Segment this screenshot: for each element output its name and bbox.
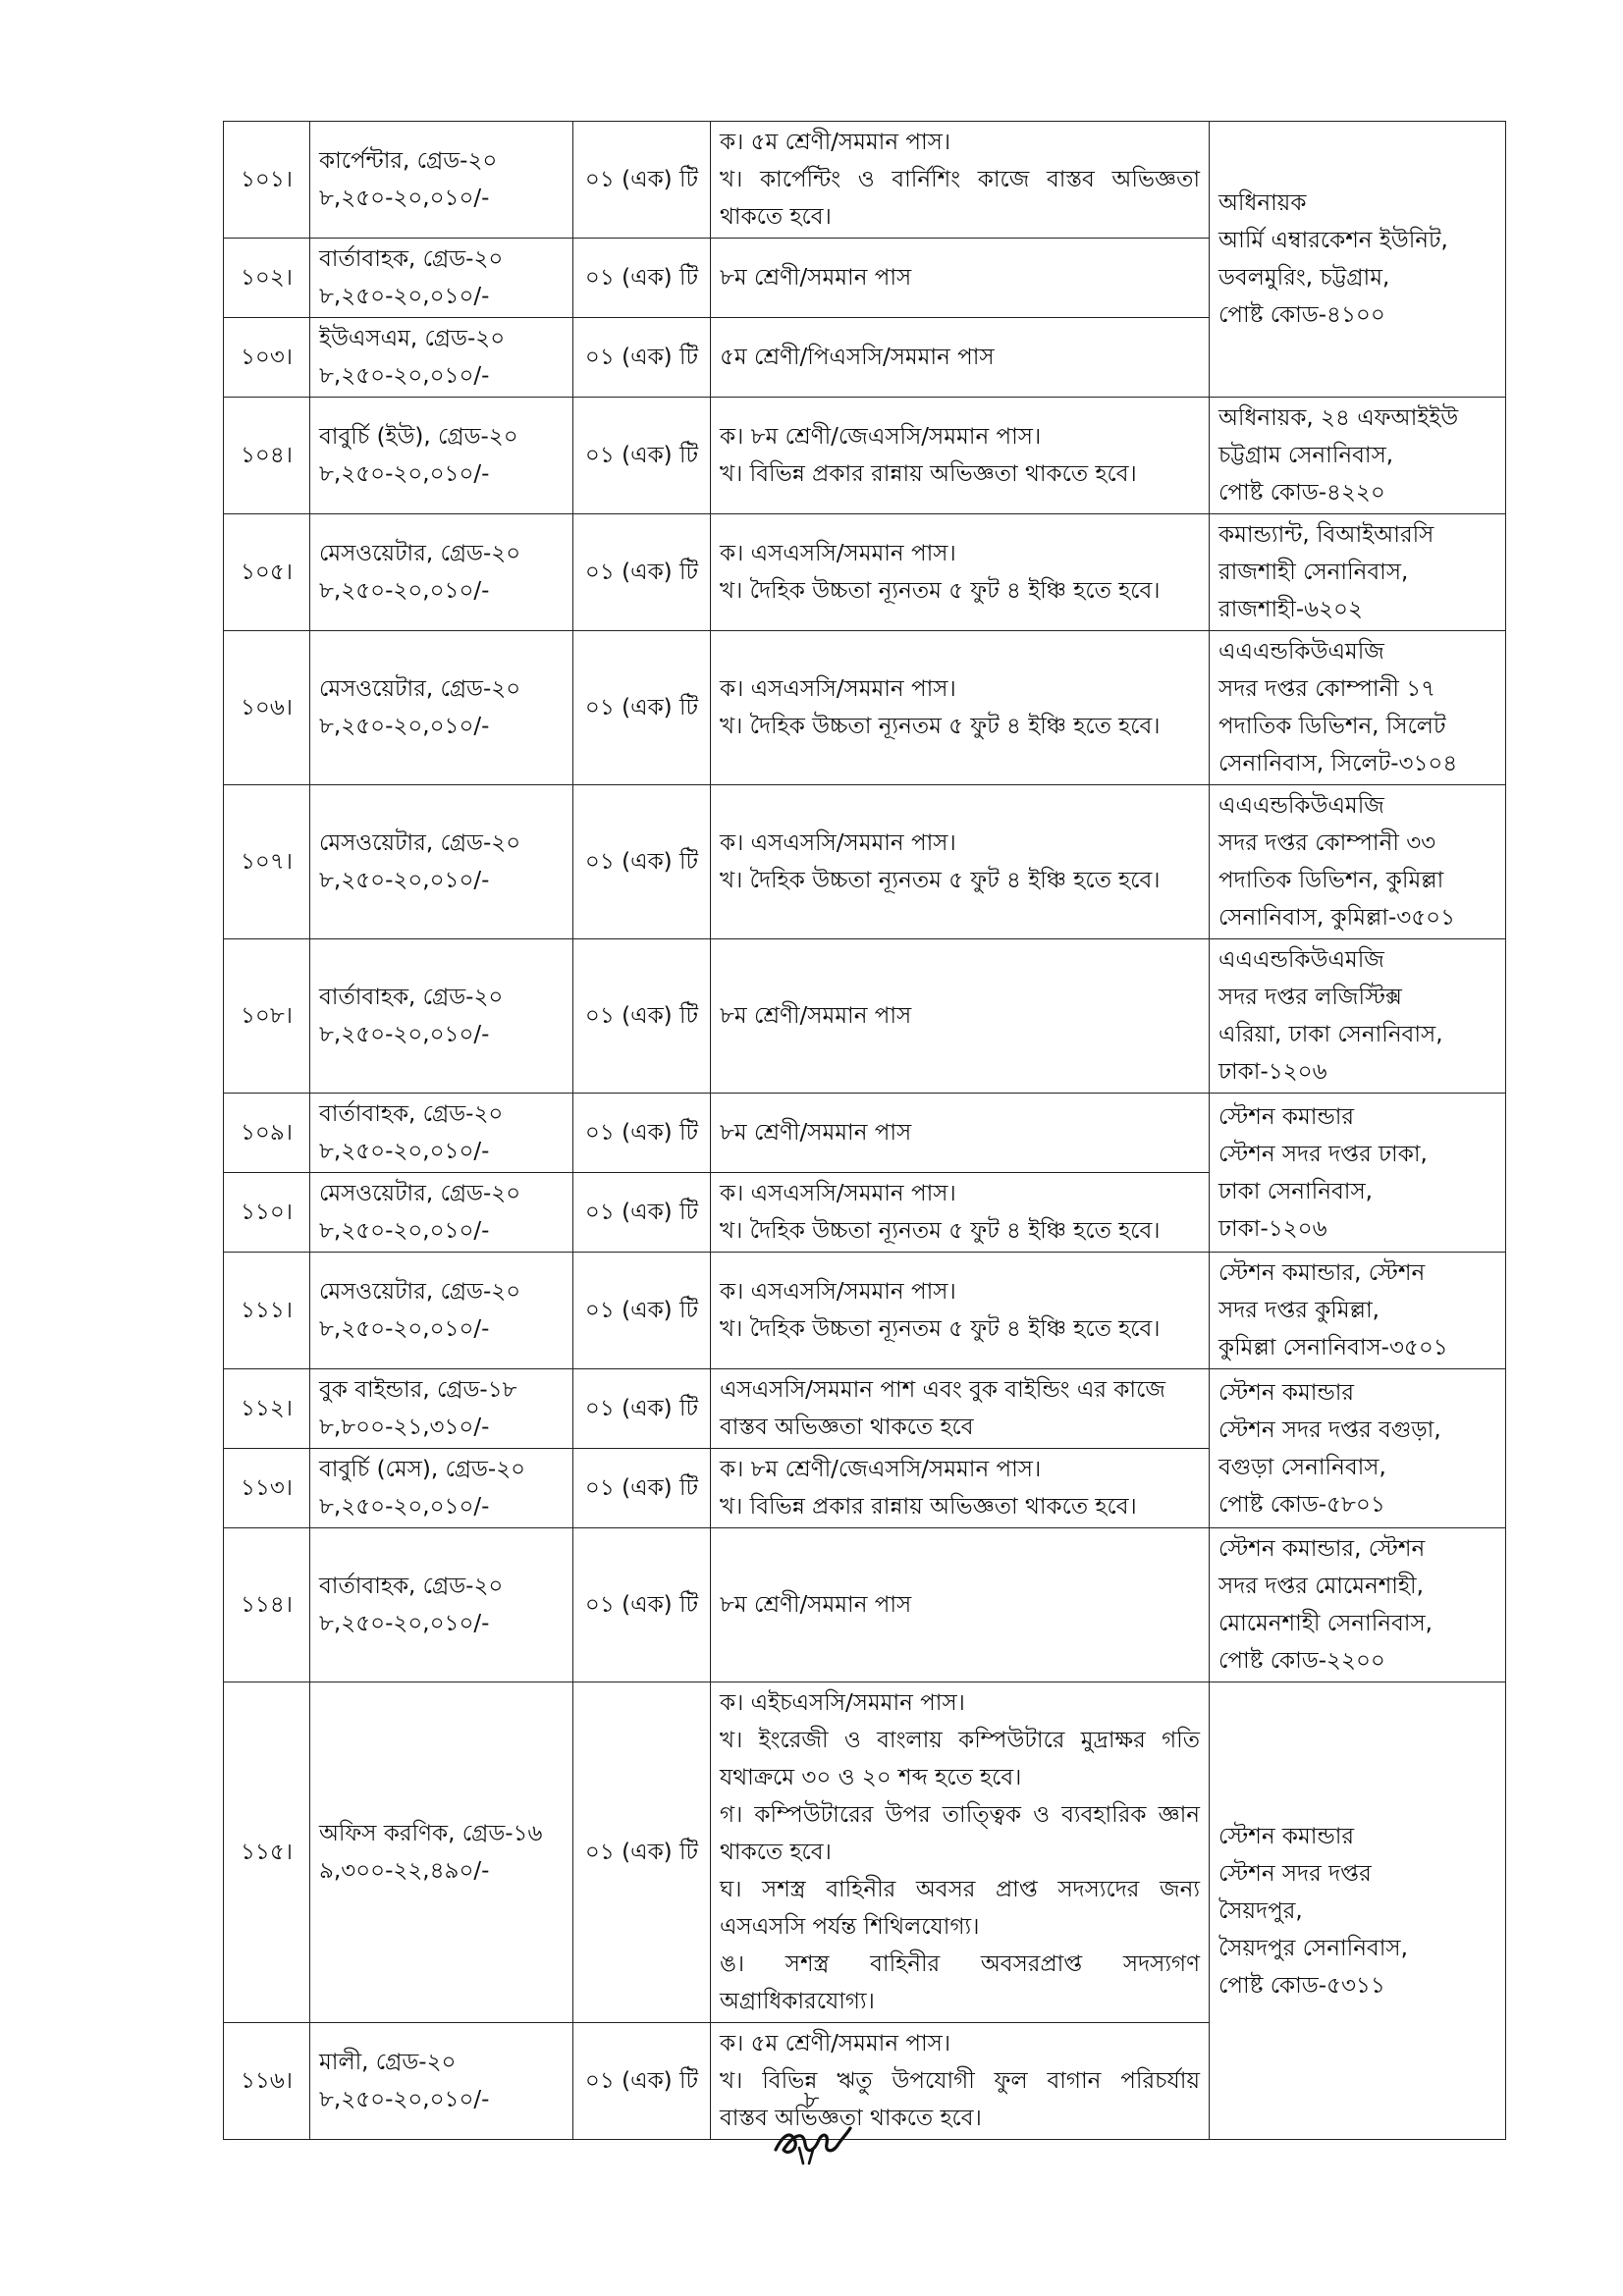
serial-number: ১০১।: [224, 122, 310, 239]
serial-number: ১০৩।: [224, 318, 310, 398]
office-address-line: অধিনায়ক, ২৪ এফআইইউ: [1218, 405, 1459, 431]
vacancy-count: ০১ (এক) টি: [573, 398, 711, 514]
qualification-line: ক। এসএসসি/সমমান পাস।: [720, 1279, 956, 1305]
table-row: [224, 1094, 1506, 1173]
post-cell: [310, 1094, 573, 1173]
qualification-line: খ। বিভিন্ন প্রকার রান্নায় অভিজ্ঞতা থাকতে হবে।: [720, 1494, 1137, 1520]
post-name: বাবুর্চি (মেস), গ্রেড-২০: [319, 1457, 526, 1482]
post-cell: [310, 514, 573, 631]
post-name: মেসওয়েটার, গ্রেড-২০: [319, 1181, 521, 1206]
office-address-line: সদর দপ্তর কোম্পানী ৩৩: [1218, 830, 1436, 856]
qualification-cell: [711, 1094, 1210, 1173]
vacancy-count: ০১ (এক) টি: [573, 1253, 711, 1369]
office-address-line: এরিয়া, ঢাকা সেনানিবাস,: [1218, 1022, 1443, 1047]
vacancy-count: ০১ (এক) টি: [573, 1449, 711, 1528]
office-address-line: স্টেশন কমান্ডার: [1218, 1823, 1355, 1849]
post-cell: [310, 1682, 573, 2023]
job-vacancy-table-container: [223, 121, 1505, 2140]
office-address-line: স্টেশন কমান্ডার, স্টেশন: [1218, 1260, 1426, 1286]
post-cell: [310, 398, 573, 514]
qualification-line: ক। এসএসসি/সমমান পাস।: [720, 541, 956, 566]
post-cell: [310, 239, 573, 318]
office-address-line: সেনানিবাস, কুমিল্লা-৩৫০১: [1218, 905, 1456, 931]
vacancy-count: ০১ (এক) টি: [573, 1369, 711, 1449]
office-address-line: স্টেশন সদর দপ্তর বগুড়া,: [1218, 1416, 1441, 1443]
pay-scale: ৮,২৫০-২০,০১০/-: [319, 868, 490, 893]
office-address-line: এএএন্ডকিউএমজি: [1218, 947, 1384, 973]
post-name: বার্তাবাহক, গ্রেড-২০: [319, 1101, 504, 1127]
post-cell: [310, 939, 573, 1094]
qualification-cell: [711, 631, 1210, 785]
table-row: [224, 1682, 1506, 2023]
post-cell: [310, 1528, 573, 1682]
qualification-line: যথাক্রমে ৩০ ও ২০ শব্দ হতে হবে।: [720, 1765, 1022, 1790]
office-address-line: অধিনায়ক: [1218, 190, 1307, 216]
qualification-cell: [711, 785, 1210, 939]
qualification-line: ৮ম শ্রেণী/সমমান পাস: [720, 1592, 912, 1618]
office-address-line: ঢাকা-১২০৬: [1218, 1215, 1327, 1242]
qualification-line: ৫ম শ্রেণী/পিএসসি/সমমান পাস: [720, 345, 995, 370]
qualification-cell: [711, 1173, 1210, 1253]
office-address-line: আর্মি এম্বারকেশন ইউনিট,: [1218, 228, 1448, 253]
table-row: [224, 398, 1506, 514]
office-address-line: সদর দপ্তর কুমিল্লা,: [1218, 1298, 1380, 1323]
office-address-line: স্টেশন সদর দপ্তর: [1218, 1860, 1372, 1887]
post-name: বাবুর্চি (ইউ), গ্রেড-২০: [319, 424, 518, 450]
serial-number: ১০৯।: [224, 1094, 310, 1173]
pay-scale: ৮,২৫০-২০,০১০/-: [319, 1139, 490, 1164]
post-name: বার্তাবাহক, গ্রেড-২০: [319, 246, 504, 272]
qualification-cell: [711, 1449, 1210, 1528]
post-cell: [310, 631, 573, 785]
pay-scale: ৮,২৫০-২০,০১০/-: [319, 1316, 490, 1342]
table-row: [224, 514, 1506, 631]
qualification-line: ঙ। সশস্ত্র বাহিনীর অবসরপ্রাপ্ত সদস্যগণ: [720, 1951, 1200, 1977]
post-name: মেসওয়েটার, গ্রেড-২০: [319, 830, 521, 856]
office-address-cell: [1210, 1369, 1506, 1528]
post-name: বুক বাইন্ডার, গ্রেড-১৮: [319, 1377, 517, 1403]
qualification-line: খ। দৈহিক উচ্চতা ন্যূনতম ৫ ফুট ৪ ইঞ্চি হতে হবে।: [720, 1218, 1161, 1244]
pay-scale: ৮,২৫০-২০,০১০/-: [319, 2087, 490, 2112]
pay-scale: ৮,২৫০-২০,০১০/-: [319, 578, 490, 604]
office-address-line: চট্টগ্রাম সেনানিবাস,: [1218, 443, 1394, 468]
qualification-line: ৮ম শ্রেণী/সমমান পাস: [720, 1120, 912, 1146]
qualification-line: ক। এসএসসি/সমমান পাস।: [720, 830, 956, 856]
post-cell: [310, 785, 573, 939]
office-address-line: ঢাকা-১২০৬: [1218, 1059, 1327, 1085]
qualification-line: গ। কম্পিউটারের উপর তাত্ত্বিক ও ব্যবহারিক জ্ঞান: [720, 1802, 1200, 1828]
office-address-line: ডবলমুরিং, চট্টগ্রাম,: [1218, 265, 1390, 291]
qualification-line: এসএসসি পর্যন্ত শিথিলযোগ্য।: [720, 1914, 980, 1940]
office-address-cell: [1210, 1528, 1506, 1682]
pay-scale: ৮,২৫০-২০,০১০/-: [319, 1611, 490, 1636]
qualification-cell: [711, 1682, 1210, 2023]
pay-scale: ৮,২৫০-২০,০১০/-: [319, 363, 490, 389]
vacancy-count: ০১ (এক) টি: [573, 1094, 711, 1173]
office-address-cell: [1210, 939, 1506, 1094]
table-row: [224, 631, 1506, 785]
qualification-line: বাস্তব অভিজ্ঞতা থাকতে হবে।: [720, 2106, 982, 2131]
office-address-line: পদাতিক ডিভিশন, কুমিল্লা: [1218, 868, 1444, 893]
qualification-line: ক। এইচএসসি/সমমান পাস।: [720, 1690, 965, 1716]
qualification-line: থাকতে হবে।: [720, 204, 832, 230]
vacancy-count: ০১ (এক) টি: [573, 122, 711, 239]
qualification-cell: [711, 1369, 1210, 1449]
qualification-line: খ। দৈহিক উচ্চতা ন্যূনতম ৫ ফুট ৪ ইঞ্চি হতে হবে।: [720, 714, 1161, 739]
office-address-cell: [1210, 785, 1506, 939]
post-cell: [310, 318, 573, 398]
post-name: মালী, গ্রেড-২০: [319, 2050, 457, 2075]
signature-initials: [770, 2120, 854, 2167]
qualification-line: ৮ম শ্রেণী/সমমান পাস: [720, 265, 912, 291]
qualification-cell: [711, 398, 1210, 514]
post-name: মেসওয়েটার, গ্রেড-২০: [319, 676, 521, 702]
post-name: বার্তাবাহক, গ্রেড-২০: [319, 985, 504, 1010]
office-address-cell: [1210, 1253, 1506, 1369]
office-address-line: পোষ্ট কোড-৫৮০১: [1218, 1491, 1385, 1518]
serial-number: ১০৭।: [224, 785, 310, 939]
vacancy-count: ০১ (এক) টি: [573, 939, 711, 1094]
qualification-line: ঘ। সশস্ত্র বাহিনীর অবসর প্রাপ্ত সদস্যদের জন্য: [720, 1877, 1200, 1902]
office-address-line: কমান্ড্যান্ট, বিআইআরসি: [1218, 522, 1434, 548]
job-rows: [224, 122, 1506, 2140]
serial-number: ১১৬।: [224, 2023, 310, 2140]
post-name: কার্পেন্টার, গ্রেড-২০: [319, 148, 498, 174]
office-address-line: এএএন্ডকিউএমজি: [1218, 639, 1384, 665]
serial-number: ১১৩।: [224, 1449, 310, 1528]
pay-scale: ৮,২৫০-২০,০১০/-: [319, 1218, 490, 1244]
pay-scale: ৮,২৫০-২০,০১০/-: [319, 714, 490, 739]
qualification-cell: [711, 1253, 1210, 1369]
qualification-line: অগ্রাধিকারযোগ্য।: [720, 1989, 875, 2014]
page-number: ৮: [803, 2086, 820, 2113]
pay-scale: ৮,৮০০-২১,৩১০/-: [319, 1415, 490, 1440]
table-row: [224, 939, 1506, 1094]
office-address-cell: [1210, 631, 1506, 785]
pay-scale: ৮,২৫০-২০,০১০/-: [319, 1022, 490, 1047]
serial-number: ১১০।: [224, 1173, 310, 1253]
post-name: বার্তাবাহক, গ্রেড-২০: [319, 1574, 504, 1599]
office-address-cell: [1210, 1682, 1506, 2140]
pay-scale: ৯,৩০০-২২,৪৯০/-: [319, 1858, 490, 1884]
post-cell: [310, 122, 573, 239]
qualification-line: ক। ৮ম শ্রেণী/জেএসসি/সমমান পাস।: [720, 1457, 1042, 1482]
qualification-line: ক। এসএসসি/সমমান পাস।: [720, 1181, 956, 1206]
office-address-line: সদর দপ্তর মোমেনশাহী,: [1218, 1574, 1424, 1599]
office-address-cell: [1210, 122, 1506, 398]
serial-number: ১০২।: [224, 239, 310, 318]
office-address-line: সেনানিবাস, সিলেট-৩১০৪: [1218, 751, 1458, 776]
office-address-line: কুমিল্লা সেনানিবাস-৩৫০১: [1218, 1335, 1448, 1361]
vacancy-count: ০১ (এক) টি: [573, 1173, 711, 1253]
post-name: অফিস করণিক, গ্রেড-১৬: [319, 1821, 543, 1846]
vacancy-count: ০১ (এক) টি: [573, 785, 711, 939]
office-address-line: সৈয়দপুর সেনানিবাস,: [1218, 1935, 1408, 1961]
office-address-line: সৈয়দপুর,: [1218, 1897, 1303, 1924]
table-row: [224, 785, 1506, 939]
vacancy-count: ০১ (এক) টি: [573, 1528, 711, 1682]
serial-number: ১১৪।: [224, 1528, 310, 1682]
office-address-line: এএএন্ডকিউএমজি: [1218, 793, 1384, 819]
office-address-line: স্টেশন কমান্ডার, স্টেশন: [1218, 1536, 1426, 1562]
vacancy-count: ০১ (এক) টি: [573, 631, 711, 785]
post-cell: [310, 1449, 573, 1528]
qualification-line: খ। দৈহিক উচ্চতা ন্যূনতম ৫ ফুট ৪ ইঞ্চি হতে হবে।: [720, 1316, 1161, 1342]
serial-number: ১১২।: [224, 1369, 310, 1449]
post-cell: [310, 1253, 573, 1369]
office-address-line: স্টেশন সদর দপ্তর ঢাকা,: [1218, 1141, 1428, 1167]
qualification-line: খ। দৈহিক উচ্চতা ন্যূনতম ৫ ফুট ৪ ইঞ্চি হতে হবে।: [720, 868, 1161, 893]
office-address-line: স্টেশন কমান্ডার: [1218, 1379, 1355, 1406]
serial-number: ১০৫।: [224, 514, 310, 631]
serial-number: ১০৬।: [224, 631, 310, 785]
post-name: মেসওয়েটার, গ্রেড-২০: [319, 1279, 521, 1305]
serial-number: ১১১।: [224, 1253, 310, 1369]
qualification-line: ক। ৫ম শ্রেণী/সমমান পাস।: [720, 130, 951, 155]
qualification-cell: [711, 939, 1210, 1094]
vacancy-count: ০১ (এক) টি: [573, 514, 711, 631]
qualification-line: ক। এসএসসি/সমমান পাস।: [720, 676, 956, 702]
qualification-cell: [711, 122, 1210, 239]
post-name: ইউএসএম, গ্রেড-২০: [319, 326, 506, 351]
post-name: মেসওয়েটার, গ্রেড-২০: [319, 541, 521, 566]
pay-scale: ৮,২৫০-২০,০১০/-: [319, 186, 490, 211]
qualification-line: খ। বিভিন্ন ঋতু উপযোগী ফুল বাগান পরিচর্যায়: [720, 2068, 1200, 2094]
table-row: [224, 1369, 1506, 1449]
qualification-cell: [711, 514, 1210, 631]
qualification-cell: [711, 318, 1210, 398]
office-address-line: পোষ্ট কোড-২২০০: [1218, 1648, 1385, 1674]
office-address-line: বগুড়া সেনানিবাস,: [1218, 1454, 1386, 1480]
office-address-line: সদর দপ্তর কোম্পানী ১৭: [1218, 676, 1436, 702]
qualification-line: ৮ম শ্রেণী/সমমান পাস: [720, 1003, 912, 1029]
vacancy-count: ০১ (এক) টি: [573, 2023, 711, 2140]
office-address-line: মোমেনশাহী সেনানিবাস,: [1218, 1611, 1433, 1636]
vacancy-count: ০১ (এক) টি: [573, 318, 711, 398]
office-address-line: পোষ্ট কোড-৪১০০: [1218, 302, 1385, 328]
serial-number: ১১৫।: [224, 1682, 310, 2023]
pay-scale: ৮,২৫০-২০,০১০/-: [319, 284, 490, 309]
pay-scale: ৮,২৫০-২০,০১০/-: [319, 1494, 490, 1520]
job-vacancy-table: [223, 121, 1506, 2140]
office-address-cell: [1210, 514, 1506, 631]
serial-number: ১০৮।: [224, 939, 310, 1094]
office-address-line: পদাতিক ডিভিশন, সিলেট: [1218, 714, 1446, 739]
qualification-cell: [711, 1528, 1210, 1682]
serial-number: ১০৪।: [224, 398, 310, 514]
vacancy-count: ০১ (এক) টি: [573, 239, 711, 318]
qualification-line: খ। দৈহিক উচ্চতা ন্যূনতম ৫ ফুট ৪ ইঞ্চি হতে হবে।: [720, 578, 1161, 604]
post-cell: [310, 2023, 573, 2140]
qualification-cell: [711, 239, 1210, 318]
office-address-cell: [1210, 398, 1506, 514]
post-cell: [310, 1173, 573, 1253]
office-address-cell: [1210, 1094, 1506, 1253]
office-address-line: পোষ্ট কোড-৪২২০: [1218, 480, 1385, 506]
office-address-line: রাজশাহী-৬২০২: [1218, 597, 1363, 622]
office-address-line: ঢাকা সেনানিবাস,: [1218, 1178, 1373, 1204]
pay-scale: ৮,২৫০-২০,০১০/-: [319, 461, 490, 487]
qualification-line: এসএসসি/সমমান পাশ এবং বুক বাইন্ডিং এর কাজে: [720, 1377, 1165, 1403]
qualification-line: বাস্তব অভিজ্ঞতা থাকতে হবে: [720, 1415, 974, 1440]
table-row: [224, 1253, 1506, 1369]
qualification-line: থাকতে হবে।: [720, 1840, 832, 1865]
office-address-line: রাজশাহী সেনানিবাস,: [1218, 560, 1409, 585]
office-address-line: সদর দপ্তর লজিস্টিক্স: [1218, 985, 1402, 1010]
table-row: [224, 122, 1506, 239]
qualification-line: ক। ৮ম শ্রেণী/জেএসসি/সমমান পাস।: [720, 424, 1042, 450]
qualification-line: ক। ৫ম শ্রেণী/সমমান পাস।: [720, 2031, 951, 2056]
post-cell: [310, 1369, 573, 1449]
table-row: [224, 1528, 1506, 1682]
office-address-line: স্টেশন কমান্ডার: [1218, 1103, 1355, 1130]
vacancy-count: ০১ (এক) টি: [573, 1682, 711, 2023]
qualification-line: খ। ইংরেজী ও বাংলায় কম্পিউটারে মুদ্রাক্ষর গতি: [720, 1728, 1200, 1753]
qualification-line: খ। কার্পেন্টিং ও বার্নিশিং কাজে বাস্তব অভিজ্ঞতা: [720, 167, 1200, 192]
office-address-line: পোষ্ট কোড-৫৩১১: [1218, 1972, 1385, 1999]
qualification-line: খ। বিভিন্ন প্রকার রান্নায় অভিজ্ঞতা থাকতে হবে।: [720, 461, 1137, 487]
